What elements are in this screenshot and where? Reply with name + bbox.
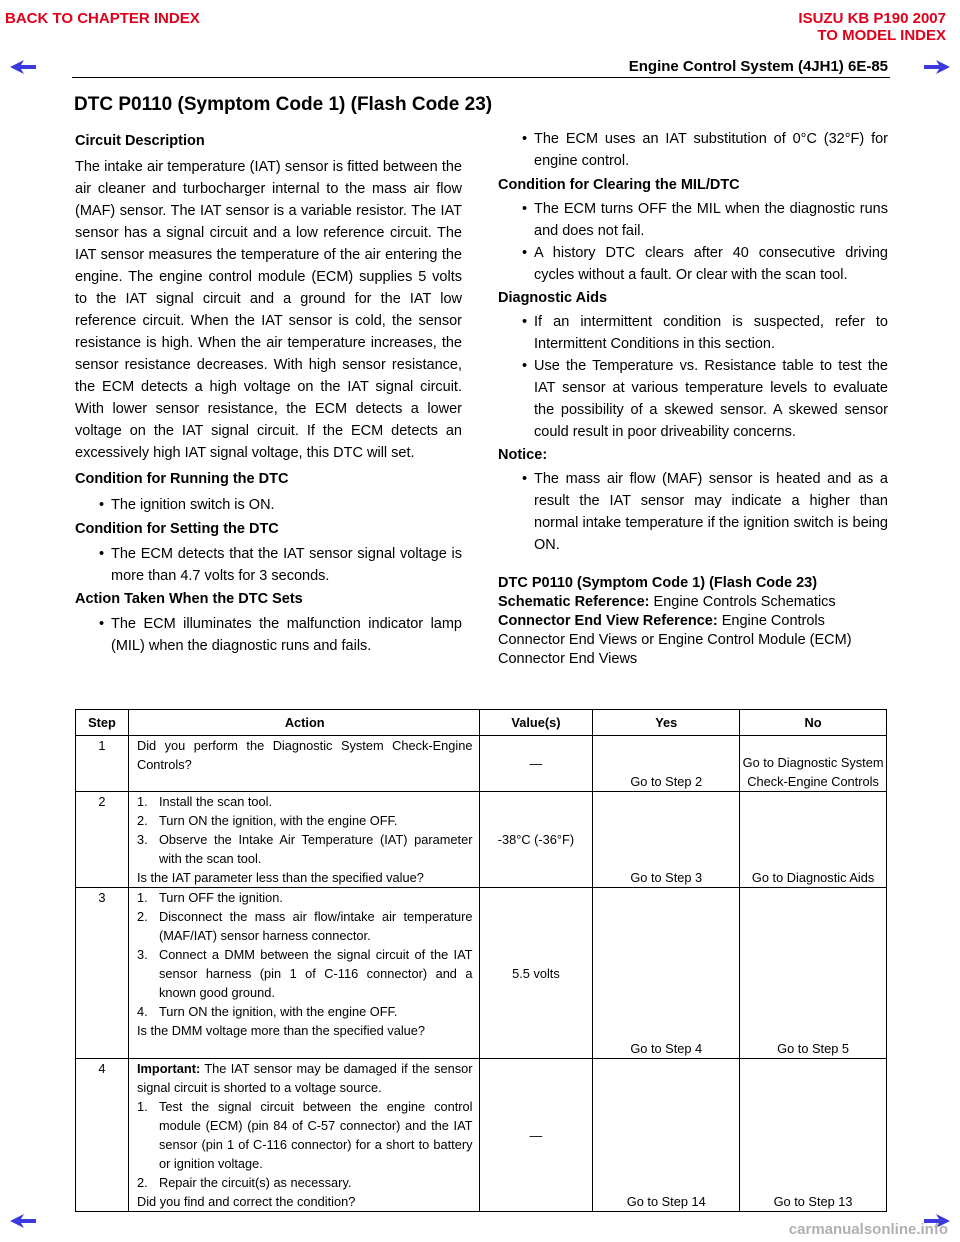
step-no-link[interactable]: Go to Diagnostic System Check-Engine Controls xyxy=(740,736,887,792)
step-no-link[interactable]: Go to Step 5 xyxy=(740,888,887,1059)
step-item: 2. Turn ON the ignition, with the engine OFF. xyxy=(136,813,398,828)
step-item: 2. Disconnect the mass air flow/intake air temperature (MAF/IAT) sensor harness connector. xyxy=(136,909,473,943)
circuit-description-text: The intake air temperature (IAT) sensor is fitted between the air cleaner and turbocharger internal to the mass air flow (MAF) sensor. The IAT sensor is a variable resistor. The IAT sensor has a signal circuit and a low reference circuit. The IAT sensor measures the temperature of the air entering the engine. The engine control module (ECM) supplies 5 volts to the IAT signal circuit and a ground for the IAT low reference circuit. When the IAT sensor is cold, the sensor resistance is high. When the air temperature increases, the sensor resistance decreases. With high sensor resistance, the ECM detects a high voltage on the IAT signal circuit. With lower sensor resistance, the ECM detects a lower voltage on the IAT signal circuit. If the ECM detects an excessively high IAT signal voltage, this DTC will set. xyxy=(75,159,462,461)
step-value: — xyxy=(479,1059,593,1212)
setting-heading: Condition for Setting the DTC xyxy=(75,521,279,537)
step-value: -38°C (-36°F) xyxy=(479,792,593,888)
step-item: 2. Repair the circuit(s) as necessary. xyxy=(136,1175,352,1190)
table-row xyxy=(76,736,887,792)
table-row xyxy=(76,792,887,888)
column-header-no: No xyxy=(740,710,887,736)
page-title: DTC P0110 (Symptom Code 1) (Flash Code 23) xyxy=(74,94,493,115)
step-yes-link[interactable]: Go to Step 3 xyxy=(593,792,740,888)
important-label: Important: xyxy=(136,1061,201,1076)
step-number: 1 xyxy=(76,736,129,792)
running-bullet: • The ignition switch is ON. xyxy=(75,494,462,516)
step-action xyxy=(128,1059,479,1212)
running-heading: Condition for Running the DTC xyxy=(75,471,289,487)
column-header-yes: Yes xyxy=(593,710,740,736)
aids-bullet: • Use the Temperature vs. Resistance table to test the IAT sensor at various temperature levels to evaluate the possibility of a skewed sensor. A skewed sensor could result in poor driveability concerns. xyxy=(498,355,888,443)
step-question: Did you perform the Diagnostic System Check-Engine Controls? xyxy=(136,738,473,772)
step-item: 3. Connect a DMM between the signal circuit of the IAT sensor harness (pin 1 of C-116 connector) and a known good ground. xyxy=(136,947,473,1000)
back-to-chapter-index-link[interactable]: BACK TO CHAPTER INDEX xyxy=(5,10,200,27)
notice-heading: Notice: xyxy=(498,447,548,463)
aids-bullet: • If an intermittent condition is suspected, refer to Intermittent Conditions in this section. xyxy=(498,311,888,355)
step-item: 1. Test the signal circuit between the engine control module (ECM) (pin 84 of C-57 connector) and the IAT sensor (pin 1 of C-116 connector) for a short to battery or ignition voltage. xyxy=(136,1099,473,1171)
step-question: Is the IAT parameter less than the specified value? xyxy=(136,870,424,885)
connector-reference-link[interactable]: Engine Controls Connector End Views or Engine Control Module (ECM) Connector End Views xyxy=(498,613,852,667)
to-model-index-link[interactable]: TO MODEL INDEX xyxy=(817,27,946,44)
circuit-description-heading: Circuit Description xyxy=(75,133,205,149)
connector-reference xyxy=(498,612,888,669)
running-header: Engine Control System (4JH1) 6E-85 xyxy=(628,58,888,75)
step-action xyxy=(128,736,479,792)
column-header-action: Action xyxy=(128,710,479,736)
step-no-link[interactable]: Go to Diagnostic Aids xyxy=(740,792,887,888)
step-number: 3 xyxy=(76,888,129,1059)
schematic-reference-link[interactable]: Engine Controls Schematics xyxy=(649,594,836,610)
action-bullet-continued: • The ECM uses an IAT substitution of 0°C (32°F) for engine control. xyxy=(498,128,888,172)
step-value: — xyxy=(479,736,593,792)
step-yes-link[interactable]: Go to Step 4 xyxy=(593,888,740,1059)
table-header-row xyxy=(76,710,887,736)
column-header-step: Step xyxy=(76,710,129,736)
step-item: 1. Install the scan tool. xyxy=(136,794,273,809)
diagnostic-table xyxy=(75,709,887,1212)
action-bullet: • The ECM illuminates the malfunction indicator lamp (MIL) when the diagnostic runs and fails. xyxy=(75,613,462,657)
next-page-arrow-icon[interactable] xyxy=(924,60,950,74)
table-row xyxy=(76,888,887,1059)
step-question: Is the DMM voltage more than the specified value? xyxy=(136,1023,426,1038)
schematic-reference-label: Schematic Reference: xyxy=(498,594,650,610)
step-number: 2 xyxy=(76,792,129,888)
action-heading: Action Taken When the DTC Sets xyxy=(75,591,303,607)
step-action xyxy=(128,792,479,888)
step-item: 3. Observe the Intake Air Temperature (IAT) parameter with the scan tool. xyxy=(136,832,473,866)
step-item: 4. Turn ON the ignition, with the engine OFF. xyxy=(136,1004,398,1019)
clearing-bullet: • The ECM turns OFF the MIL when the diagnostic runs and does not fail. xyxy=(498,198,888,242)
prev-page-arrow-icon[interactable] xyxy=(10,60,36,74)
column-header-value: Value(s) xyxy=(479,710,593,736)
setting-bullet: • The ECM detects that the IAT sensor signal voltage is more than 4.7 volts for 3 seconds. xyxy=(75,543,462,587)
reference-block xyxy=(498,574,888,669)
model-name: ISUZU KB P190 2007 xyxy=(798,10,946,27)
table-row xyxy=(76,1059,887,1212)
left-column xyxy=(75,128,462,657)
clearing-heading: Condition for Clearing the MIL/DTC xyxy=(498,177,740,193)
watermark-text: carmanualsonline.info xyxy=(788,1221,948,1238)
header-rule xyxy=(72,77,890,78)
schematic-reference xyxy=(498,593,888,612)
step-value: 5.5 volts xyxy=(479,888,593,1059)
right-column xyxy=(498,128,888,669)
step-action xyxy=(128,888,479,1059)
reference-title: DTC P0110 (Symptom Code 1) (Flash Code 23) xyxy=(498,575,818,591)
diagnostic-aids-heading: Diagnostic Aids xyxy=(498,290,608,306)
step-number: 4 xyxy=(76,1059,129,1212)
step-important-note: Important: The IAT sensor may be damaged if the sensor signal circuit is shorted to a voltage source. xyxy=(136,1061,473,1095)
connector-reference-label: Connector End View Reference: xyxy=(498,613,718,629)
prev-page-bottom-arrow-icon[interactable] xyxy=(10,1214,36,1228)
step-question: Did you find and correct the condition? xyxy=(136,1194,356,1209)
clearing-bullet: • A history DTC clears after 40 consecutive driving cycles without a fault. Or clear with the scan tool. xyxy=(498,242,888,286)
notice-bullet: • The mass air flow (MAF) sensor is heated and as a result the IAT sensor may indicate a higher than normal intake temperature if the ignition switch is being ON. xyxy=(498,468,888,556)
step-yes-link[interactable]: Go to Step 14 xyxy=(593,1059,740,1212)
step-yes-link[interactable]: Go to Step 2 xyxy=(593,736,740,792)
model-index-block[interactable] xyxy=(798,10,946,44)
step-item: 1. Turn OFF the ignition. xyxy=(136,890,283,905)
step-no-link[interactable]: Go to Step 13 xyxy=(740,1059,887,1212)
